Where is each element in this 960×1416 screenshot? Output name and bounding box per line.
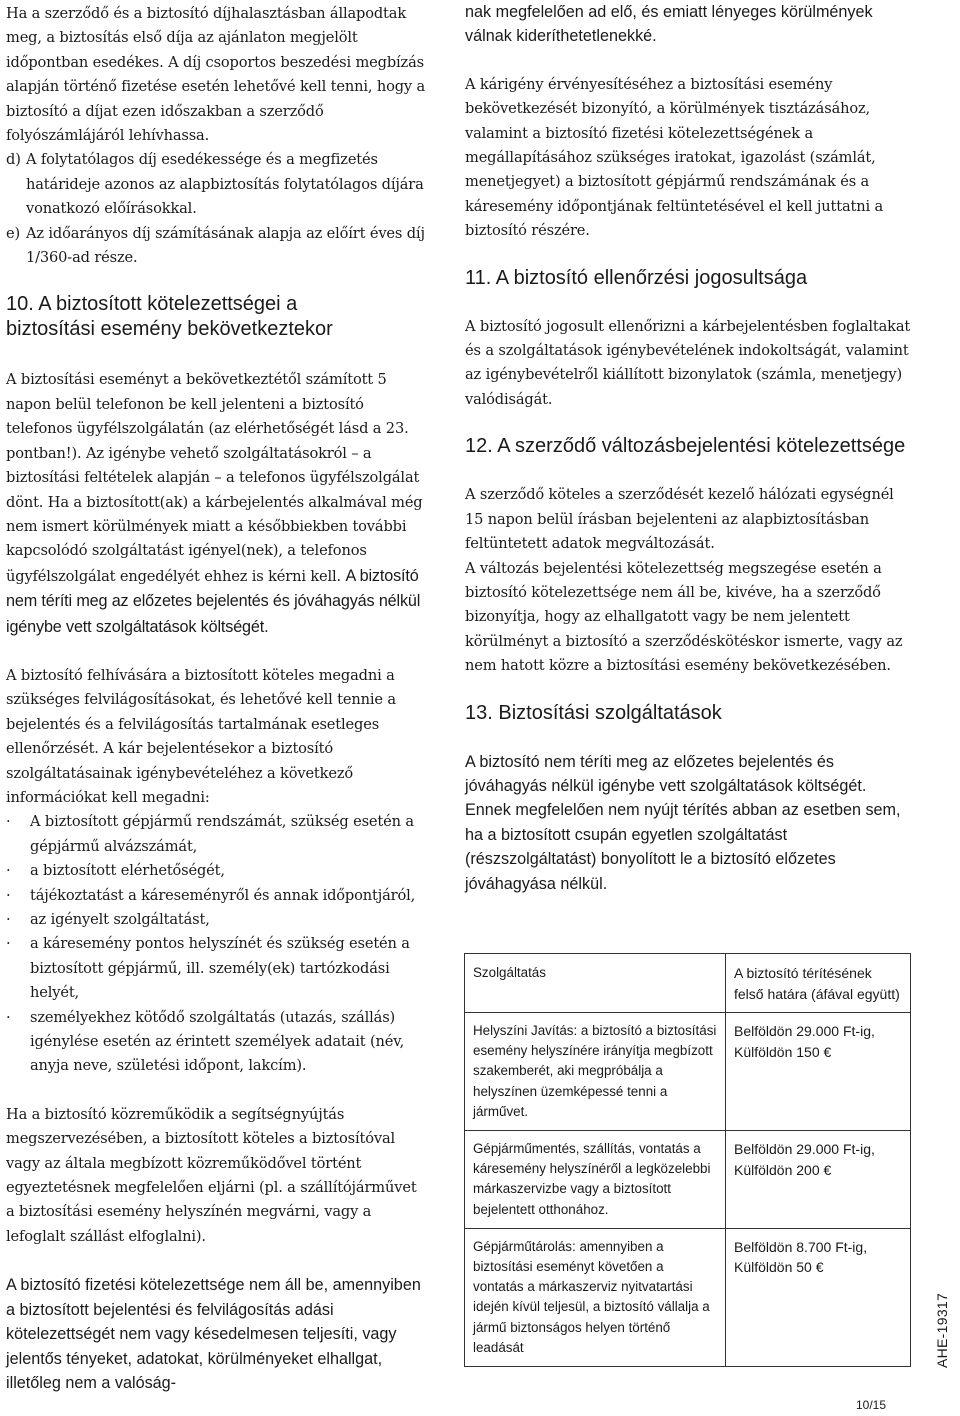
paragraph-bold-text: A biztosító nem téríti meg az előzetes bejelentés és jóváhagyás nélkül igénybe vett szolgáltatások költségét.	[6, 566, 421, 636]
service-description: a káresemény helyszínéről a legközelebbi márkaszervizbe vagy a biztosított bejelentett otthonához.	[473, 1141, 711, 1217]
limit-abroad: Külföldön 200 €	[734, 1161, 832, 1178]
section-11-title: 11. A biztosító ellenőrzési jogosultsága	[465, 266, 808, 289]
continuation-paragraph: nak megfelelően ad elő, és emiatt lényeges körülmények válnak kideríthetetlenekké.	[465, 3, 873, 46]
service-title: Helyszíni Javítás:	[473, 1023, 578, 1038]
table-row	[465, 1228, 911, 1366]
document-code: AHE-19317	[934, 1292, 950, 1368]
list-item	[6, 859, 426, 883]
limit-cell	[726, 1131, 911, 1229]
service-description: a biztosító a biztosítási esemény helyszínére irányítja megbízott szakemberét, aki megpróbálja a helyszínen üzemképessé tenni a járművet.	[473, 1023, 717, 1119]
limit-abroad: Külföldön 150 €	[734, 1043, 832, 1060]
list-marker: e)	[6, 224, 21, 242]
list-item-e	[6, 222, 426, 271]
table-row	[465, 1013, 911, 1131]
claim-documents-paragraph: A kárigény érvényesítéséhez a biztosítási esemény bekövetkezését bizonyító, a körülmények tisztázásához, valamint a biztosító fizetési kötelezettségének a megállapításához szükséges iratokat, igazolást (számlát, menetjegyet) a biztosított gépjármű rendszámának és a káresemény időpontjának feltüntetésével el kell juttatni a biztosító részére.	[465, 75, 884, 240]
bullet-marker: ·	[6, 911, 11, 928]
limit-cell	[726, 1228, 911, 1366]
service-cell	[465, 1013, 726, 1131]
list-item	[6, 1006, 426, 1079]
section-13-paragraph: A biztosító nem téríti meg az előzetes bejelentés és jóváhagyás nélkül igénybe vett szolgáltatások költségét. Ennek megfelelően nem nyújt térítés abban az esetben sem, ha a biztosított csupán egyetlen szolgáltatást (részszolgáltatást) bonyolított le a biztosító előzetes jóváhagyása nélkül.	[465, 752, 901, 893]
list-item	[6, 932, 426, 1005]
service-cell	[465, 1228, 726, 1366]
bullet-marker: ·	[6, 813, 11, 831]
list-item-text: A folytatólagos díj esedékessége és a megfizetés határideje azonos az alapbiztosítás folytatólagos díjára vonatkozó előírásokkal.	[26, 151, 424, 218]
section-10-paragraph-3: Ha a biztosító közreműködik a segítségnyújtás megszervezésében, a biztosított köteles a biztosítóval vagy az általa megbízott közreműködővel történt egyeztetésnek megfelelően eljárni (pl. a szállítójárművet a biztosítási esemény helyszínén megvárni, vagy a lefoglalt szállást elfoglalni).	[6, 1105, 417, 1245]
bullet-marker: ·	[6, 935, 11, 953]
list-item-text: Az időarányos díj számításának alapja az előírt éves díj 1/360-ad része.	[26, 224, 425, 267]
list-item	[6, 884, 426, 908]
right-column	[465, 0, 915, 896]
service-cell	[465, 1131, 726, 1229]
service-title: Gépjárműmentés, szállítás, vontatás	[473, 1141, 690, 1157]
service-description: amennyiben a biztosítási eseményt követően a vontatás a márkaszerviz nyitvatartási idején kívül teljesül, a biztosító vállalja a jármű biztonságos helyen történő leadását	[473, 1238, 710, 1355]
section-12-paragraph-1: A szerződő köteles a szerződését kezelő hálózati egységnél 15 napon belül írásban bejelenteni az alapbiztosításban feltüntetett adatok megváltozását.	[465, 486, 894, 553]
bullet-text: A biztosított gépjármű rendszámát, szükség esetén a gépjármű alvázszámát,	[30, 813, 414, 855]
service-title: Gépjárműtárolás:	[473, 1238, 576, 1254]
limit-home: Belföldön 29.000 Ft-ig,	[734, 1023, 875, 1039]
left-column	[6, 0, 426, 1395]
paragraph-text: A biztosítási eseményt a bekövetkeztétől számított 5 napon belül telefonon be kell jelenteni a biztosító telefonos ügyfélszolgálatán (az elérhetőségét lásd a 23. pontban!). Az igénybe vehető szolgáltatásokról – a biztosítási feltételek alapján – a telefonos ügyfélszolgálat dönt. Ha a biztosított(ak) a kárbejelentés alkalmával még nem ismert körülmények miatt a későbbiekben további kapcsolódó szolgáltatást igényel(nek), a telefonos ügyfélszolgálat engedélyét ehhez is kérni kell.	[6, 371, 423, 585]
section-10-paragraph-2: A biztosító felhívására a biztosított köteles megadni a szükséges felvilágosításokat, és lehetővé kell tennie a bejelentés és a felvilágosítás tartalmának esetleges ellenőrzését. A kár bejelentésekor a biztosító szolgáltatásainak igénybevételéhez a következő információkat kell megadni:	[6, 666, 396, 806]
bullet-text: személyekhez kötődő szolgáltatás (utazás, szállás) igénylése esetén az érintett személyek adatait (név, anyja neve, születési időpont, lakcím).	[30, 1008, 405, 1075]
bullet-text: az igényelt szolgáltatást,	[30, 911, 210, 928]
section-10-paragraph-4: A biztosító fizetési kötelezettsége nem áll be, amennyiben a biztosított bejelentési és felvilágosítás adási kötelezettségét nem vagy késedelmesen teljesíti, vagy jelentős tényeket, adatokat, körülményeket elhallgat, illetőleg nem a valóság-	[6, 1276, 421, 1392]
section-10-paragraph-1	[6, 368, 426, 639]
limit-cell	[726, 1013, 911, 1131]
services-table	[464, 953, 911, 1367]
intro-paragraph: Ha a szerződő és a biztosító díjhalasztásban állapodtak meg, a biztosítás első díja az ajánlaton megjelölt időpontban esedékes. A díj csoportos beszedési megbízás alapján történő fizetése esetén lehetővé kell tenni, hogy a biztosító a díjat ezen időszakban a szerződő folyószámlájáról lehívhassa.	[6, 5, 426, 145]
page-number: 10/15	[856, 1398, 887, 1412]
list-marker: d)	[6, 151, 21, 169]
bullet-marker: ·	[6, 1008, 11, 1026]
bullet-marker: ·	[6, 886, 11, 904]
limit-abroad: Külföldön 50 €	[734, 1259, 824, 1276]
bullet-text: a káresemény pontos helyszínét és szükség esetén a biztosított gépjármű, ill. személy(ek) tartózkodási helyét,	[30, 935, 410, 1002]
table-row	[465, 1131, 911, 1229]
header-service: Szolgáltatás	[465, 954, 726, 1013]
list-item	[6, 810, 426, 859]
limit-home: Belföldön 29.000 Ft-ig,	[734, 1141, 875, 1158]
section-10-title: 10. A biztosított kötelezettségei a biztosítási esemény bekövetkeztekor	[6, 293, 333, 341]
required-info-list	[6, 810, 426, 1078]
section-12-title: 12. A szerződő változásbejelentési kötelezettsége	[465, 435, 906, 458]
bullet-text: tájékoztatást a káreseményről és annak időpontjáról,	[30, 886, 416, 904]
section-12-paragraph-2: A változás bejelentési kötelezettség megszegése esetén a biztosító kötelezettsége nem áll be, kivéve, ha a szerződő bizonyítja, hogy az elhallgatott vagy be nem jelentett körülményt a biztosító a szerződéskötéskor ismerte, vagy az nem hatott közre a biztosítási esemény bekövetkezésében.	[465, 559, 903, 675]
section-13-title: 13. Biztosítási szolgáltatások	[465, 701, 722, 724]
table-header-row	[465, 954, 911, 1013]
section-11-paragraph: A biztosító jogosult ellenőrizni a kárbejelentésben foglaltakat és a szolgáltatások igénybevételének indokoltságát, valamint az igénybevételről kiállított bizonylatok (számla, menetjegy) valódiságát.	[465, 317, 911, 408]
header-limit: A biztosító térítésének felső határa (áfával együtt)	[726, 954, 911, 1013]
bullet-marker: ·	[6, 862, 11, 880]
bullet-text: a biztosított elérhetőségét,	[30, 862, 225, 880]
list-item	[6, 908, 426, 932]
list-item-d	[6, 148, 426, 221]
limit-home: Belföldön 8.700 Ft-ig,	[734, 1238, 868, 1255]
